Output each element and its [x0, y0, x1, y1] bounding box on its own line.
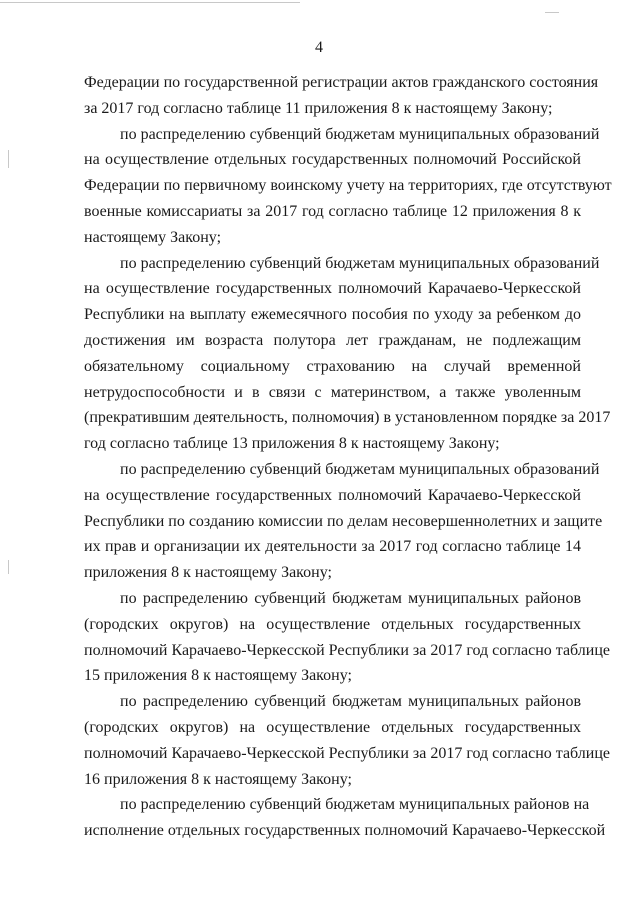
- text-line: Республики на выплату ежемесячного пособия по уходу за ребенком до: [84, 306, 581, 324]
- scan-artifact-margin-left-2: [8, 560, 9, 574]
- text-line: на осуществление государственных полномочий Карачаево-Черкесской: [84, 486, 581, 504]
- text-line: 15 приложения 8 к настоящему Закону;: [84, 667, 352, 685]
- text-line: Федерации по государственной регистрации актов гражданского состояния: [84, 74, 599, 91]
- text-line: настоящему Закону;: [84, 228, 222, 246]
- text-line: за 2017 год согласно таблице 11 приложения 8 к настоящему Закону;: [84, 99, 553, 117]
- text-line: полномочий Карачаево-Черкесской Республики за 2017 год согласно таблице: [84, 744, 610, 762]
- text-line: (городских округов) на осуществление отдельных государственных: [84, 718, 581, 736]
- page-number: 4: [315, 39, 323, 56]
- body-text: [84, 70, 612, 844]
- text-line: по распределению субвенций бюджетам муниципальных районов: [120, 589, 581, 607]
- text-line: (прекратившим деятельность, полномочия) в установленном порядке за 2017: [84, 409, 611, 427]
- paragraph: [84, 586, 610, 689]
- scan-artifact-top-rule: [0, 2, 300, 3]
- scan-artifact-margin-left-1: [8, 150, 9, 168]
- text-line: обязательному социальному страхованию на случай временной: [84, 357, 581, 375]
- text-line: Республики по созданию комиссии по делам несовершеннолетних и защите: [84, 512, 603, 530]
- text-line: (городских округов) на осуществление отдельных государственных: [84, 615, 581, 633]
- paragraph: [84, 122, 612, 251]
- text-line: приложения 8 к настоящему Закону;: [84, 564, 332, 582]
- text-line: Федерации по первичному воинскому учету на территориях, где отсутствуют: [84, 177, 612, 195]
- text-line: по распределению субвенций бюджетам муниципальных образований: [120, 125, 600, 143]
- text-line: их прав и организации их деятельности за 2017 год согласно таблице 14: [84, 538, 581, 556]
- text-line: год согласно таблице 13 приложения 8 к настоящему Закону;: [84, 435, 500, 453]
- text-line: на осуществление государственных полномочий Карачаево-Черкесской: [84, 280, 581, 298]
- text-line: по распределению субвенций бюджетам муниципальных районов: [120, 693, 581, 711]
- scan-artifact-top-right: [545, 12, 559, 13]
- text-line: полномочий Карачаево-Черкесской Республики за 2017 год согласно таблице: [84, 641, 610, 659]
- text-line: исполнение отдельных государственных полномочий Карачаево-Черкесской: [84, 822, 606, 840]
- paragraph: [84, 792, 606, 844]
- paragraph: [84, 689, 610, 792]
- text-line: 16 приложения 8 к настоящему Закону;: [84, 770, 352, 788]
- text-line: по распределению субвенций бюджетам муниципальных образований: [120, 254, 600, 272]
- text-line: военные комиссариаты за 2017 год согласно таблице 12 приложения 8 к: [84, 202, 581, 220]
- text-line: по распределению субвенций бюджетам муниципальных образований: [120, 460, 600, 478]
- text-line: достижения им возраста полутора лет гражданам, не подлежащим: [84, 331, 581, 349]
- paragraph: [84, 70, 599, 122]
- text-line: нетрудоспособности и в связи с материнством, а также уволенным: [84, 383, 581, 401]
- text-line: на осуществление отдельных государственных полномочий Российской: [84, 151, 581, 169]
- paragraph: [84, 251, 611, 457]
- paragraph: [84, 457, 603, 586]
- text-line: по распределению субвенций бюджетам муниципальных районов на: [120, 796, 590, 814]
